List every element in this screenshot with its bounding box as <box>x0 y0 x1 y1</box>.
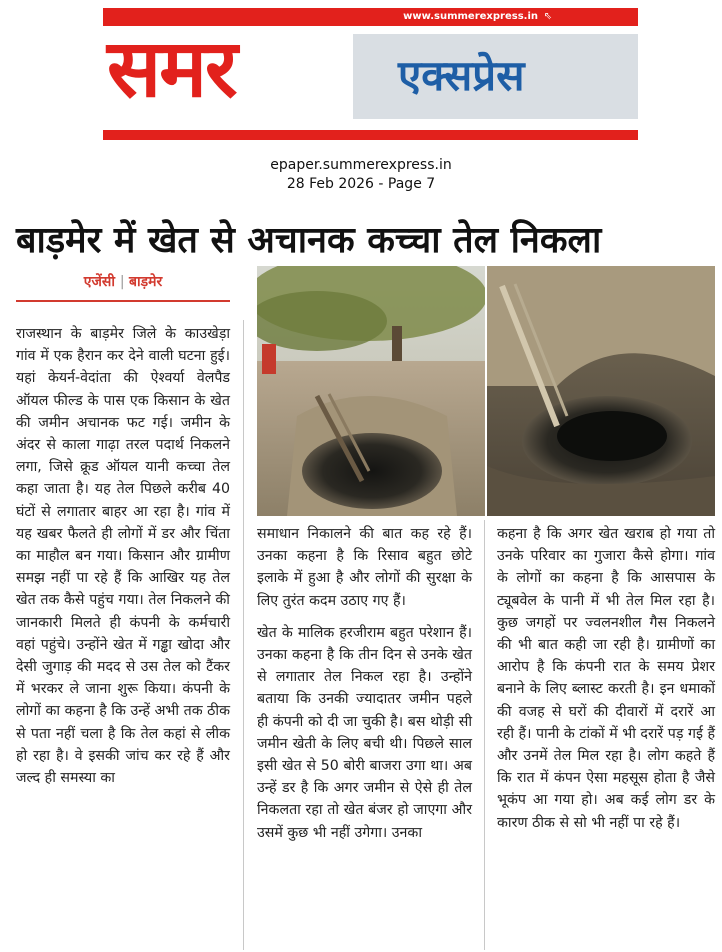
article-byline <box>16 270 230 294</box>
edition-site[interactable]: epaper.summerexpress.in <box>270 157 452 173</box>
byline-separator: | <box>119 274 130 290</box>
byline-rule <box>16 300 230 302</box>
article-headline: बाड़मेर में खेत से अचानक कच्चा तेल निकला <box>16 220 602 261</box>
byline-agency: एजेंसी <box>83 274 115 290</box>
article-photo <box>257 266 715 516</box>
col3-text: कहना है कि अगर खेत खराब हो गया तो उनके परिवार का गुजारा कैसे होगा। गांव के लोगों का कहना है कि आसपास के ट्यूबवेल के पानी में भी तेल मिल रहा है। कुछ जगहों पर ज्वलनशील गैस निकलने की भी बात कही जा रही है। ग्रामीणों का आरोप है कि कंपनी रात के समय प्रेशर बनाने के लिए ब्लास्ट करती है। इन धमाकों की वजह से घरों की दीवारों में दरारें आ रही हैं। पानी के टांकों में भी दरारें पड़ गई हैं और उनमें तेल मिल रहा है। लोग कहते हैं कि रात में कंपन ऐसा महसूस होता है जैसे भूकंप आ गया हो। अब कई लोग डर के कारण ठीक से सो भी नहीं पा रहे हैं। <box>497 526 715 831</box>
masthead-bottom-bar <box>103 130 638 140</box>
photo-left-panel <box>257 266 487 516</box>
col2-paragraph-1: समाधान निकालने की बात कह रहे हैं। उनका कहना है कि रिसाव बहुत छोटे इलाके में हुआ है और लोगों की सुरक्षा के लिए तुरंत कदम उठाए गए हैं। <box>257 526 472 609</box>
article-column-3 <box>497 523 715 834</box>
cursor-icon: ⇖ <box>543 11 552 22</box>
masthead-name-secondary: एक्सप्रेस <box>398 51 525 100</box>
col1-text: राजस्थान के बाड़मेर जिले के काउखेड़ा गांव में एक हैरान कर देने वाली घटना हुई। यहां केयर्न-वेदांता की ऐश्वर्या वेलपैड ऑयल फील्ड के पास एक किसान के खेत की जमीन अचानक फट गई। जमीन के अंदर से काला गाढ़ा तरल पदार्थ निकलने लगा, जिसे क्रूड ऑयल यानी कच्चा तेल कहा जाता है। यह तेल पिछले करीब 40 घंटों से लगातार बाहर आ रहा है। गांव में यह खबर फैलते ही लोगों में डर और चिंता का माहौल बन गया। किसान और ग्रामीण समझ नहीं पा रहे हैं कि आखिर यह तेल खेत तक कैसे पहुंच गया। तेल निकलने की जानकारी मिलते ही कंपनी के कर्मचारी वहां पहुंचे। उन्होंने खेत में गड्ढा खोदा और देसी जुगाड़ की मदद से उस तेल को टैंकर में भरकर ले जाना शुरू किया। कंपनी के लोगों का कहना है कि उन्हें अभी तक ठीक से पता नहीं चला है कि तेल कहां से लीक हो रहा है। वे इसकी जांच कर रहे हैं और जल्द ही समस्या का <box>16 326 230 787</box>
masthead-website[interactable]: www.summerexpress.in <box>403 11 538 22</box>
article-column-2 <box>257 523 472 844</box>
col2-paragraph-2: खेत के मालिक हरजीराम बहुत परेशान हैं। उनका कहना है कि तीन दिन से उनके खेत से लगातार तेल निकल रहा है। उन्होंने बताया कि उनकी ज्यादातर जमीन पहले ही कंपनी को दी जा चुकी है। बस थोड़ी सी जमीन खेती के लिए बची थी। पिछले साल इसी खेत से 50 बोरी बाजरा उगा था। अब उन्हें डर है कि अगर जमीन से ऐसे ही तेल निकलता रहा तो खेत बंजर हो जाएगा और उसमें कुछ भी नहीं उगेगा। उनका <box>257 624 472 841</box>
masthead-name-primary: समर <box>107 22 236 115</box>
column-divider <box>484 520 485 950</box>
photo-right-panel <box>487 266 715 516</box>
masthead <box>103 8 638 140</box>
article-column-1 <box>16 323 230 789</box>
byline-place: बाड़मेर <box>129 274 163 290</box>
column-divider <box>243 320 244 950</box>
edition-date-page: 28 Feb 2026 - Page 7 <box>286 176 436 192</box>
